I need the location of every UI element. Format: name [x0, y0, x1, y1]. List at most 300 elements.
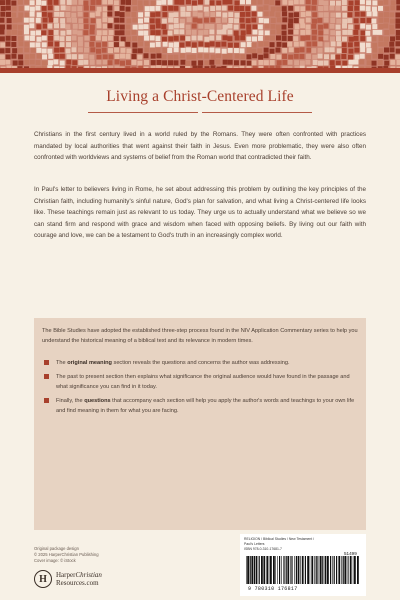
mosaic-tile: [372, 61, 377, 66]
mosaic-tile: [389, 42, 394, 47]
barcode-bar: [322, 556, 323, 584]
mosaic-tile: [396, 60, 400, 65]
mosaic-tile: [60, 31, 65, 36]
mosaic-tile: [187, 6, 192, 11]
mosaic-tile: [288, 60, 293, 65]
mosaic-tile: [276, 35, 281, 40]
mosaic-tile: [192, 42, 197, 47]
mosaic-tile: [318, 12, 323, 17]
mosaic-tile: [210, 41, 215, 46]
mosaic-tile: [96, 42, 101, 47]
barcode-bar: [354, 556, 356, 584]
mosaic-tile: [24, 42, 29, 47]
barcode-bar: [254, 556, 255, 584]
mosaic-tile: [48, 5, 53, 10]
mosaic-tile: [246, 37, 251, 42]
mosaic-tile: [288, 23, 293, 28]
mosaic-tile: [72, 30, 77, 35]
mosaic-tile: [312, 0, 317, 5]
mosaic-tile: [192, 24, 197, 29]
mosaic-tile: [258, 12, 263, 17]
mosaic-tile: [222, 49, 227, 54]
barcode-bar: [296, 556, 297, 584]
mosaic-tile: [390, 54, 395, 59]
mosaic-tile: [90, 29, 95, 34]
mosaic-tile: [240, 48, 245, 53]
mosaic-tile: [180, 60, 185, 65]
barcode-bar: [294, 556, 295, 584]
mosaic-tile: [1, 6, 6, 11]
mosaic-tile: [306, 25, 311, 30]
mosaic-tile: [277, 60, 282, 65]
mosaic-tile: [120, 48, 125, 53]
mosaic-tile: [41, 1, 46, 6]
barcode-bar: [290, 556, 291, 584]
mosaic-tile: [96, 19, 101, 24]
mosaic-tile: [131, 12, 136, 17]
mosaic-tile: [341, 54, 346, 59]
mosaic-tile: [228, 48, 233, 53]
mosaic-tile: [186, 47, 191, 52]
mosaic-tile: [211, 55, 216, 60]
mosaic-tile: [126, 24, 131, 29]
mosaic-tile: [223, 25, 228, 30]
mosaic-tile: [270, 60, 275, 65]
body-paragraph-2: In Paul's letter to believers living in Rome, he set about addressing this problem by outlining the key principles of the Christian faith, including humanity's sinful nature, God's plan for salvation, and what living a Christ-centered life looks like. These teachings remain just as relevant to us today. They urge us to actually understand what we believe so we can stand firm and respond with grace and wisdom when faced with opposing beliefs. By living out our faith with courage and love, we can be a testament to God's truth in an increasingly complex world.: [34, 186, 366, 240]
mosaic-tile: [18, 36, 23, 41]
mosaic-tile: [282, 17, 287, 22]
mosaic-tile: [78, 60, 83, 65]
mosaic-tile: [349, 60, 354, 65]
mosaic-tile: [7, 18, 12, 23]
barcode-bar: [314, 556, 315, 584]
mosaic-tile: [269, 0, 274, 5]
barcode-bar: [275, 556, 276, 584]
mosaic-tile: [185, 36, 190, 41]
mosaic-tile: [294, 12, 299, 17]
mosaic-tile: [372, 43, 377, 48]
square-bullet-icon: [44, 360, 49, 365]
mosaic-tile: [264, 53, 269, 58]
mosaic-tile: [72, 0, 77, 5]
mosaic-tile: [197, 53, 202, 58]
mosaic-tile: [72, 18, 77, 23]
mosaic-tile: [161, 24, 166, 29]
mosaic-tile: [155, 48, 160, 53]
mosaic-tile: [65, 24, 70, 29]
mosaic-tile: [204, 37, 209, 42]
mosaic-tile: [144, 36, 149, 41]
mosaic-tile: [210, 12, 215, 17]
square-bullet-icon: [44, 374, 49, 379]
mosaic-tile: [5, 48, 10, 53]
mosaic-tile: [354, 48, 359, 53]
mosaic-tile: [162, 37, 167, 42]
mosaic-tile: [300, 36, 305, 41]
mosaic-tile: [353, 30, 358, 35]
mosaic-tile: [227, 24, 232, 29]
mosaic-tile: [288, 18, 293, 23]
barcode-number: 9 780310 176817: [248, 586, 298, 592]
mosaic-tile: [138, 0, 143, 5]
mosaic-tile: [48, 30, 53, 35]
mosaic-tile: [103, 12, 108, 17]
mosaic-tile: [348, 6, 353, 11]
mosaic-tile: [11, 42, 16, 47]
mosaic-tile: [323, 35, 328, 40]
mosaic-tile: [102, 42, 107, 47]
barcode-bar: [277, 556, 278, 584]
mosaic-tile: [331, 54, 336, 59]
mosaic-tile: [145, 42, 150, 47]
mosaic-tile: [0, 54, 5, 59]
mosaic-tile: [174, 29, 179, 34]
mosaic-tile: [6, 6, 11, 11]
mosaic-tile: [222, 18, 227, 23]
mosaic-tile: [126, 60, 131, 65]
mosaic-tile: [330, 30, 335, 35]
mosaic-tile: [96, 49, 101, 54]
mosaic-tile: [18, 12, 23, 17]
mosaic-tile: [36, 37, 41, 42]
mosaic-tile: [378, 60, 383, 65]
mosaic-tile: [25, 54, 30, 59]
header-accent-band: [0, 68, 400, 73]
mosaic-tile: [36, 0, 41, 5]
mosaic-tile: [187, 17, 192, 22]
mosaic-tile: [335, 6, 340, 11]
mosaic-tile: [83, 60, 88, 65]
mosaic-tile: [132, 54, 137, 59]
mosaic-tile: [90, 13, 95, 18]
mosaic-tile: [251, 18, 256, 23]
mosaic-tile: [228, 43, 233, 48]
mosaic-tile: [216, 5, 221, 10]
bisac-subcategory: Paul's Letters: [244, 542, 265, 546]
mosaic-tile: [198, 35, 203, 40]
barcode-bar: [292, 556, 293, 584]
barcode-bar: [311, 556, 313, 584]
mosaic-tile: [355, 12, 360, 17]
mosaic-tile: [31, 48, 36, 53]
mosaic-tile: [30, 54, 35, 59]
mosaic-tile: [97, 23, 102, 28]
mosaic-tile: [269, 49, 274, 54]
mosaic-tile: [234, 31, 239, 36]
mosaic-tile: [239, 6, 244, 11]
mosaic-tile: [48, 60, 53, 65]
mosaic-tile: [360, 54, 365, 59]
mosaic-tile: [120, 6, 125, 11]
barcode-bar: [259, 556, 260, 584]
mosaic-tile: [330, 47, 335, 52]
mosaic-tile: [264, 60, 269, 65]
mosaic-tile: [107, 23, 112, 28]
mosaic-tile: [275, 12, 280, 17]
mosaic-tile: [41, 30, 46, 35]
mosaic-tile: [155, 36, 160, 41]
mosaic-tile: [84, 12, 89, 17]
mosaic-tile: [174, 18, 179, 23]
mosaic-tile: [115, 30, 120, 35]
mosaic-tile: [108, 0, 113, 4]
mosaic-tile: [359, 60, 364, 65]
mosaic-tile: [7, 25, 12, 30]
barcode-bar: [344, 556, 346, 584]
barcode-bar: [307, 556, 309, 584]
mosaic-tile: [163, 42, 168, 47]
mosaic-tile: [372, 11, 377, 16]
mosaic-tile: [66, 36, 71, 41]
mosaic-tile: [125, 12, 130, 17]
mosaic-tile: [37, 12, 42, 17]
mosaic-tile: [71, 35, 76, 40]
mosaic-tile: [395, 55, 400, 60]
mosaic-tile: [311, 24, 316, 29]
mosaic-tile: [150, 47, 155, 52]
mosaic-tile: [108, 36, 113, 41]
mosaic-tile: [163, 30, 168, 35]
mosaic-tile: [367, 18, 372, 23]
mosaic-tile: [145, 12, 150, 17]
mosaic-tile: [288, 6, 293, 11]
mosaic-tile: [161, 54, 166, 59]
mosaic-tile: [329, 5, 334, 10]
mosaic-tile: [282, 43, 287, 48]
mosaic-tile: [169, 24, 174, 29]
mosaic-tile: [179, 23, 184, 28]
publisher-logo: [34, 568, 102, 590]
mosaic-tile: [24, 0, 29, 4]
mosaic-tile: [301, 12, 306, 17]
mosaic-tile: [222, 29, 227, 34]
barcode-bar: [332, 556, 333, 584]
mosaic-tile: [193, 18, 198, 23]
mosaic-tile: [372, 7, 377, 12]
barcode-icon: [246, 556, 360, 584]
mosaic-tile: [252, 30, 257, 35]
mosaic-tile: [390, 19, 395, 24]
mosaic-tile: [125, 30, 130, 35]
mosaic-tile: [71, 6, 76, 11]
mosaic-tile: [234, 48, 239, 53]
mosaic-tile: [162, 48, 167, 53]
mosaic-tile: [191, 35, 196, 40]
mosaic-tile: [240, 12, 245, 17]
mosaic-tile: [246, 24, 251, 29]
mosaic-tile: [30, 31, 35, 36]
mosaic-tile: [186, 41, 191, 46]
mosaic-tile: [0, 36, 5, 41]
mosaic-tile: [265, 24, 270, 29]
body-paragraph-1: Christians in the first century lived in a world ruled by the Romans. They were often confronted with practices mandated by local authorities that went against their faith in Jesus. Even more problematic, they were also often confronted with worldviews and systems of belief from the Roman world that contradicted their faith.: [34, 131, 366, 162]
mosaic-tile: [378, 24, 383, 29]
mosaic-tile: [42, 6, 47, 11]
mosaic-tile: [257, 48, 262, 53]
mosaic-tile: [270, 11, 275, 16]
mosaic-tile: [11, 36, 16, 41]
mosaic-tile: [306, 54, 311, 59]
barcode-bar: [320, 556, 322, 584]
mosaic-tile: [294, 0, 299, 4]
mosaic-tile: [0, 0, 5, 5]
mosaic-tile: [354, 25, 359, 30]
barcode-bar: [330, 556, 331, 584]
barcode-bar: [281, 556, 282, 584]
mosaic-tile: [60, 0, 65, 5]
mosaic-tile: [258, 55, 263, 60]
mosaic-tile: [294, 48, 299, 53]
mosaic-tile: [24, 47, 29, 52]
mosaic-tile: [234, 18, 239, 23]
mosaic-tile: [210, 17, 215, 22]
mosaic-tile: [330, 1, 335, 6]
mosaic-tile: [36, 18, 41, 23]
mosaic-tile: [396, 5, 400, 10]
mosaic-tile: [360, 0, 365, 4]
mosaic-tile: [234, 6, 239, 11]
barcode-bar: [319, 556, 320, 584]
mosaic-tile: [378, 42, 383, 47]
mosaic-tile: [258, 36, 263, 41]
mosaic-tile: [395, 24, 400, 29]
mosaic-tile: [366, 25, 371, 30]
mosaic-tile: [379, 36, 384, 41]
mosaic-tile: [138, 48, 143, 53]
mosaic-tile: [151, 54, 156, 59]
cover-credits: Original package design © 2025 HarperChristian Publishing Cover image: © iStock: [34, 546, 99, 563]
barcode-bar: [287, 556, 289, 584]
mosaic-tile: [150, 6, 155, 11]
mosaic-tile: [126, 48, 131, 53]
mosaic-tile: [18, 30, 23, 35]
mosaic-tile: [132, 36, 137, 41]
mosaic-tile: [138, 18, 143, 23]
mosaic-tile: [11, 12, 16, 17]
mosaic-tile: [384, 18, 389, 23]
mosaic-tile: [287, 42, 292, 47]
section-title: Living a Christ-Centered Life: [106, 88, 294, 105]
mosaic-tile: [78, 54, 83, 59]
mosaic-tile: [270, 24, 275, 29]
mosaic-tile: [383, 0, 388, 5]
mosaic-tile: [282, 60, 287, 65]
mosaic-tile: [288, 36, 293, 41]
mosaic-tile: [276, 55, 281, 60]
mosaic-tile: [83, 30, 88, 35]
mosaic-tile: [342, 0, 347, 5]
mosaic-tile: [241, 42, 246, 47]
mosaic-tile: [138, 36, 143, 41]
mosaic-tile: [103, 54, 108, 59]
mosaic-tile: [77, 30, 82, 35]
mosaic-tile: [133, 25, 138, 30]
mosaic-tile: [360, 36, 365, 41]
mosaic-tile: [179, 0, 184, 5]
mosaic-tile: [377, 30, 382, 35]
mosaic-tile: [180, 7, 185, 12]
mosaic-tile: [198, 0, 203, 4]
mosaic-tile: [168, 0, 173, 5]
mosaic-tile: [217, 24, 222, 29]
mosaic-tile: [217, 29, 222, 34]
mosaic-tile: [71, 47, 76, 52]
mosaic-tile: [102, 36, 107, 41]
mosaic-tile: [42, 42, 47, 47]
mosaic-tile: [227, 0, 232, 4]
mosaic-tile: [53, 59, 58, 64]
method-item-original-meaning: The original meaning section reveals the questions and concerns the author was addressing.: [42, 358, 358, 368]
mosaic-tile: [383, 23, 388, 28]
mosaic-tile: [132, 17, 137, 22]
mosaic-tile: [162, 60, 167, 65]
mosaic-tile: [294, 18, 299, 23]
mosaic-tile: [281, 25, 286, 30]
mosaic-tile: [294, 42, 299, 47]
mosaic-tile: [83, 1, 88, 6]
mosaic-tile: [150, 12, 155, 17]
mosaic-tile: [324, 42, 329, 47]
mosaic-tile: [168, 60, 173, 65]
mosaic-tile: [252, 24, 257, 29]
mosaic-tile: [168, 18, 173, 23]
mosaic-tile: [30, 60, 35, 65]
mosaic-tile: [342, 30, 347, 35]
mosaic-tile: [288, 29, 293, 34]
mosaic-tile: [173, 55, 178, 60]
mosaic-tile: [156, 42, 161, 47]
mosaic-tile: [223, 60, 228, 65]
mosaic-tile: [235, 54, 240, 59]
mosaic-tile: [318, 48, 323, 53]
mosaic-tile: [365, 31, 370, 36]
mosaic-tile: [204, 24, 209, 29]
mosaic-tile: [347, 12, 352, 17]
mosaic-tile: [342, 18, 347, 23]
mosaic-tile: [289, 13, 294, 18]
mosaic-tile: [84, 36, 89, 41]
mosaic-tile: [0, 42, 5, 47]
mosaic-tile: [277, 17, 282, 22]
barcode-bar: [305, 556, 306, 584]
mosaic-tile: [342, 24, 347, 29]
mosaic-tile: [114, 24, 119, 29]
mosaic-tile: [282, 48, 287, 53]
mosaic-tile: [270, 42, 275, 47]
mosaic-tile: [324, 17, 329, 22]
mosaic-tile: [108, 48, 113, 53]
mosaic-tile: [126, 18, 131, 23]
mosaic-tile: [24, 35, 29, 40]
mosaic-tile: [126, 0, 131, 5]
mosaic-tile: [0, 18, 4, 23]
mosaic-tile: [264, 41, 269, 46]
mosaic-tile: [78, 42, 83, 47]
mosaic-tile: [371, 19, 376, 24]
mosaic-tile: [78, 37, 83, 42]
barcode-bar: [286, 556, 287, 584]
mosaic-tile: [373, 30, 378, 35]
mosaic-tile: [43, 24, 48, 29]
mosaic-tile: [384, 6, 389, 11]
mosaic-tile: [251, 60, 256, 65]
mosaic-tile: [168, 36, 173, 41]
mosaic-tile: [174, 0, 179, 5]
mosaic-tile: [299, 54, 304, 59]
mosaic-tile: [240, 35, 245, 40]
mosaic-tile: [209, 0, 214, 5]
mosaic-tile: [204, 60, 209, 65]
